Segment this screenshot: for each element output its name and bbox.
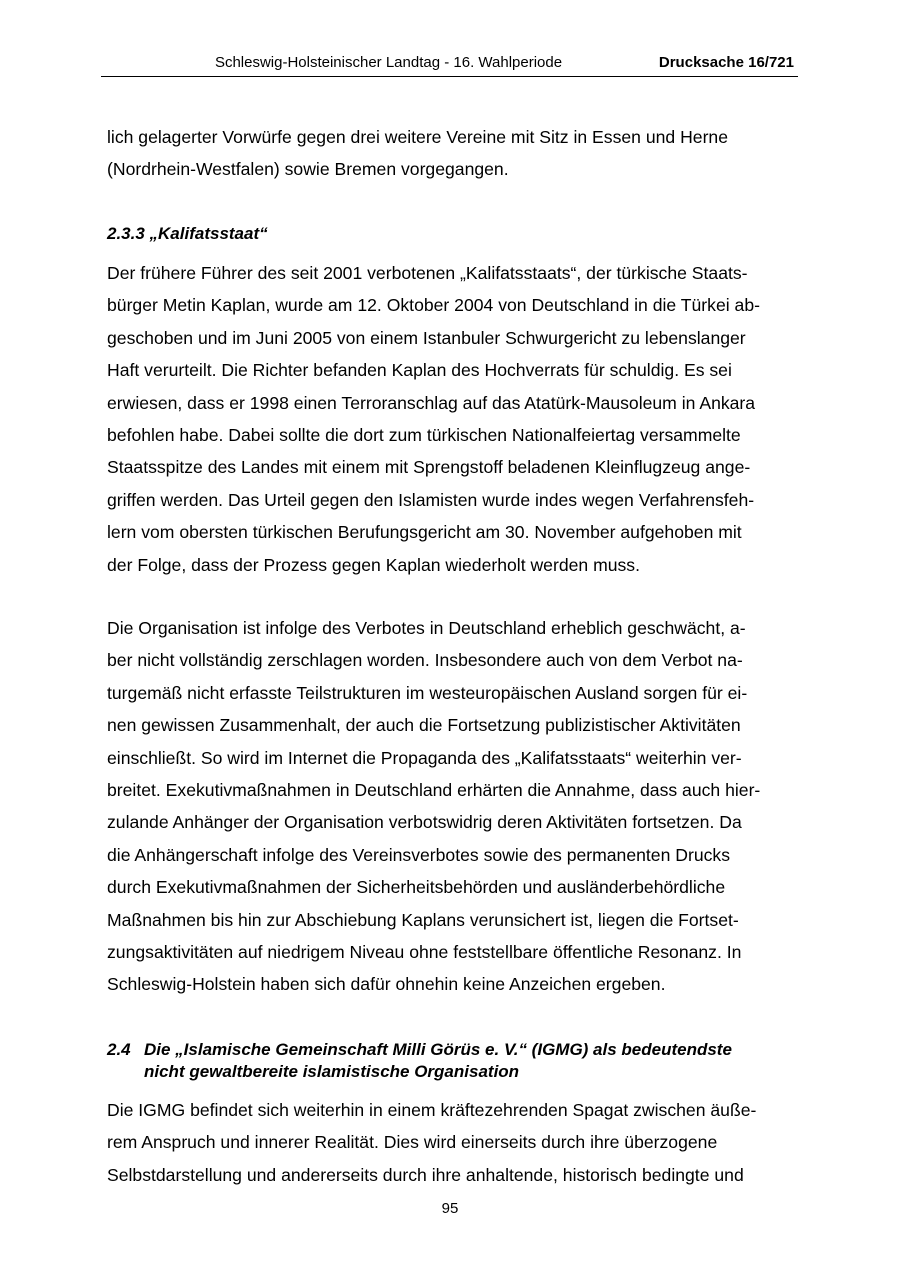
text-line: breitet. Exekutivmaßnahmen in Deutschland erhärten die Annahme, dass auch hier-	[107, 780, 761, 801]
section-2-4-paragraph	[107, 1094, 797, 1191]
section-2-3-3-paragraph-1	[107, 257, 797, 581]
text-line: durch Exekutivmaßnahmen der Sicherheitsbehörden und ausländerbehördliche	[107, 877, 726, 898]
text-line: Schleswig-Holstein haben sich dafür ohnehin keine Anzeichen ergeben.	[107, 974, 666, 995]
text-line: befohlen habe. Dabei sollte die dort zum türkischen Nationalfeiertag versammelte	[107, 425, 741, 446]
page-number: 95	[441, 1200, 459, 1217]
text-line: lern vom obersten türkischen Berufungsgericht am 30. November aufgehoben mit	[107, 522, 742, 543]
text-line: Der frühere Führer des seit 2001 verbotenen „Kalifatsstaats“, der türkische Staats-	[107, 263, 748, 283]
section-heading-2-3-3: 2.3.3 „Kalifatsstaat“	[107, 224, 268, 243]
text-line: zungsaktivitäten auf niedrigem Niveau ohne feststellbare öffentliche Resonanz. In	[107, 942, 742, 963]
text-line: zulande Anhänger der Organisation verbotswidrig deren Aktivitäten fortsetzen. Da	[107, 812, 742, 833]
text-line: rem Anspruch und innerer Realität. Dies wird einerseits durch ihre überzogene	[107, 1132, 718, 1153]
text-line: erwiesen, dass er 1998 einen Terroranschlag auf das Atatürk-Mausoleum in Ankara	[107, 392, 756, 413]
section-number: 2.4	[107, 1040, 131, 1059]
text-line: (Nordrhein-Westfalen) sowie Bremen vorgegangen.	[107, 159, 509, 180]
text-line: die Anhängerschaft infolge des Vereinsverbotes sowie des permanenten Drucks	[107, 844, 730, 865]
text-line: ber nicht vollständig zerschlagen worden. Insbesondere auch von dem Verbot na-	[107, 650, 743, 671]
heading-line: Die „Islamische Gemeinschaft Milli Görüs e. V.“ (IGMG) als bedeutendste	[144, 1040, 732, 1059]
text-line: Maßnahmen bis hin zur Abschiebung Kaplans verunsichert ist, liegen die Fortset-	[107, 909, 739, 930]
text-line: turgemäß nicht erfasste Teilstrukturen im westeuropäischen Ausland sorgen für ei-	[107, 682, 748, 703]
header-title: Schleswig-Holsteinischer Landtag - 16. Wahlperiode	[214, 54, 563, 71]
text-line: bürger Metin Kaplan, wurde am 12. Oktober 2004 von Deutschland in die Türkei ab-	[107, 295, 760, 316]
text-line: Selbstdarstellung und andererseits durch ihre anhaltende, historisch bedingte und	[107, 1164, 744, 1185]
text-line: Haft verurteilt. Die Richter befanden Kaplan des Hochverrats für schuldig. Es sei	[107, 360, 732, 381]
section-heading-2-4	[107, 1039, 797, 1083]
text-line: Die IGMG befindet sich weiterhin in einem kräftezehrenden Spagat zwischen äuße-	[107, 1100, 757, 1120]
heading-line: nicht gewaltbereite islamistische Organisation	[144, 1062, 520, 1081]
header-drucksache-number: Drucksache 16/721	[658, 54, 794, 71]
continuation-paragraph	[107, 121, 797, 186]
text-line: griffen werden. Das Urteil gegen den Islamisten wurde indes wegen Verfahrensfeh-	[107, 489, 755, 510]
section-2-3-3-paragraph-2	[107, 612, 797, 1001]
text-line: Die Organisation ist infolge des Verbotes in Deutschland erheblich geschwächt, a-	[107, 618, 746, 638]
text-line: der Folge, dass der Prozess gegen Kaplan wiederholt werden muss.	[107, 554, 640, 575]
text-line: nen gewissen Zusammenhalt, der auch die Fortsetzung publizistischer Aktivitäten	[107, 715, 741, 736]
text-line: geschoben und im Juni 2005 von einem Istanbuler Schwurgericht zu lebenslanger	[107, 327, 746, 348]
text-line: lich gelagerter Vorwürfe gegen drei weitere Vereine mit Sitz in Essen und Herne	[107, 127, 729, 147]
text-line: Staatsspitze des Landes mit einem mit Sprengstoff beladenen Kleinflugzeug ange-	[107, 457, 751, 478]
text-line: einschließt. So wird im Internet die Propaganda des „Kalifatsstaats“ weiterhin ver-	[107, 747, 742, 768]
page-header	[101, 52, 798, 77]
